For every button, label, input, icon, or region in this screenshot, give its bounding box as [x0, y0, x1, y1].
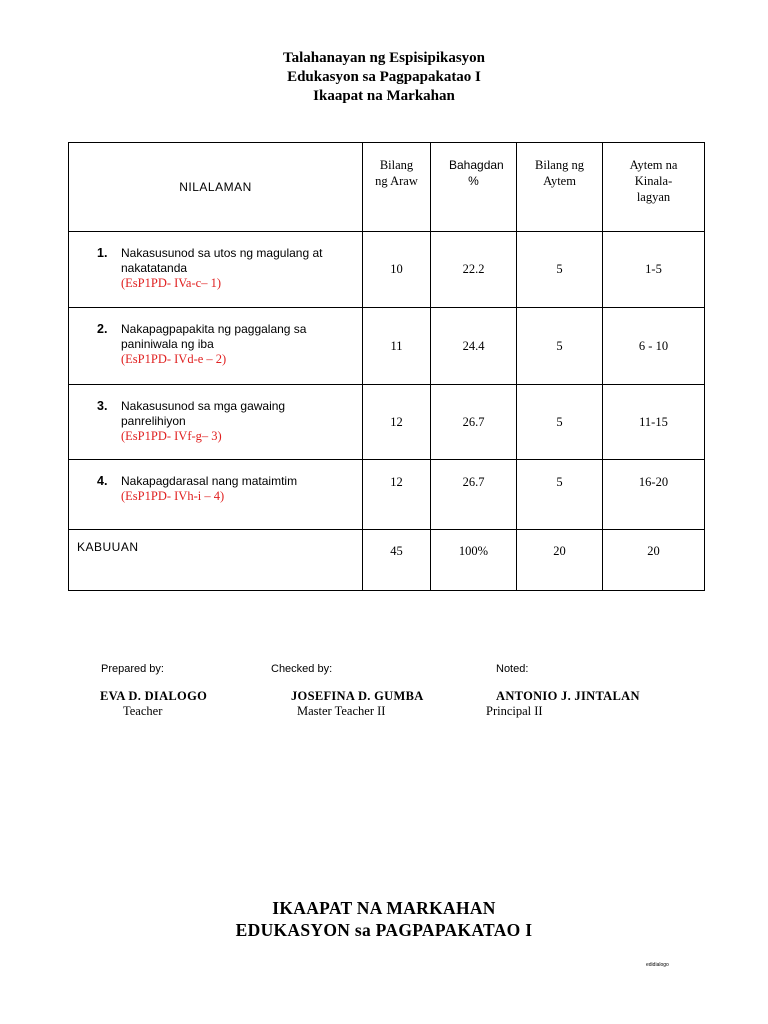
cell-araw: 10: [363, 232, 431, 308]
row-content: [69, 308, 363, 385]
cell-aytem: 5: [517, 232, 603, 308]
cell-aytem: 5: [517, 308, 603, 385]
cell-bahagdan: 26.7: [431, 385, 517, 460]
cell-araw: 12: [363, 385, 431, 460]
row-text: Nakasusunod sa utos ng magulang at nakatatanda: [121, 246, 323, 275]
header-bilang-aytem: Bilang ng Aytem: [517, 143, 603, 232]
total-aytem: 20: [517, 530, 603, 591]
cell-kinalalagyan: 16-20: [603, 460, 705, 530]
document-title: [0, 49, 768, 106]
footer-line-2: EDUKASYON sa PAGPAPAKATAO I: [235, 920, 533, 940]
table-row: [69, 460, 705, 530]
header-bahagdan: Bahagdan %: [431, 143, 517, 232]
signatory-name: EVA D. DIALOGO: [100, 689, 208, 703]
cell-bahagdan: 26.7: [431, 460, 517, 530]
row-code: (EsP1PD- IVh-i – 4): [121, 489, 225, 503]
signatory-name: JOSEFINA D. GUMBA: [291, 689, 424, 703]
table-header-row: [69, 143, 705, 232]
signatory-name: ANTONIO J. JINTALAN: [496, 689, 640, 703]
row-content: [69, 460, 363, 530]
tiny-mark: edidialogo: [646, 962, 669, 968]
row-text: Nakapagpapakita ng paggalang sa paniniwala ng iba: [121, 322, 307, 351]
signatory-prepared: [101, 662, 207, 719]
title-line-1: Talahanayan ng Espisipikasyon: [282, 50, 486, 66]
header-aytem-kinalalagyan: Aytem na Kinala-lagyan: [603, 143, 705, 232]
header-nilalaman: NILALAMAN: [69, 143, 363, 232]
row-number: 1.: [97, 246, 108, 260]
total-bahagdan: 100%: [431, 530, 517, 591]
total-araw: 45: [363, 530, 431, 591]
signatory-noted: [486, 662, 640, 719]
cell-bahagdan: 22.2: [431, 232, 517, 308]
signatory-role: Noted:: [496, 663, 529, 675]
cell-aytem: 5: [517, 460, 603, 530]
signatory-checked: [271, 662, 424, 719]
cell-araw: 12: [363, 460, 431, 530]
signatory-position: Principal II: [486, 704, 543, 718]
title-line-2: Edukasyon sa Pagpapakatao I: [287, 69, 481, 85]
title-line-3: Ikaapat na Markahan: [313, 88, 455, 104]
table-total-row: [69, 530, 705, 591]
table-row: [69, 385, 705, 460]
row-number: 2.: [97, 322, 108, 336]
table-row: [69, 232, 705, 308]
signatory-role: Checked by:: [271, 663, 333, 675]
cell-aytem: 5: [517, 385, 603, 460]
row-text: Nakasusunod sa mga gawaing panrelihiyon: [121, 399, 286, 428]
signatory-position: Teacher: [123, 704, 163, 718]
total-label: KABUUAN: [69, 530, 363, 591]
cell-kinalalagyan: 11-15: [603, 385, 705, 460]
row-content: [69, 232, 363, 308]
row-content: [69, 385, 363, 460]
row-code: (EsP1PD- IVf-g– 3): [121, 429, 222, 443]
row-number: 4.: [97, 474, 108, 488]
row-number: 3.: [97, 399, 108, 413]
specification-table: [68, 142, 705, 591]
total-kinalalagyan: 20: [603, 530, 705, 591]
signatory-position: Master Teacher II: [297, 704, 386, 718]
footer-title: [0, 897, 768, 941]
row-code: (EsP1PD- IVd-e – 2): [121, 352, 227, 366]
header-bilang-araw: Bilang ng Araw: [363, 143, 431, 232]
footer-line-1: IKAAPAT NA MARKAHAN: [272, 898, 496, 918]
table-row: [69, 308, 705, 385]
cell-bahagdan: 24.4: [431, 308, 517, 385]
cell-araw: 11: [363, 308, 431, 385]
cell-kinalalagyan: 6 - 10: [603, 308, 705, 385]
row-code: (EsP1PD- IVa-c– 1): [121, 276, 221, 290]
cell-kinalalagyan: 1-5: [603, 232, 705, 308]
signatory-role: Prepared by:: [101, 663, 164, 675]
row-text: Nakapagdarasal nang mataimtim: [121, 474, 298, 488]
